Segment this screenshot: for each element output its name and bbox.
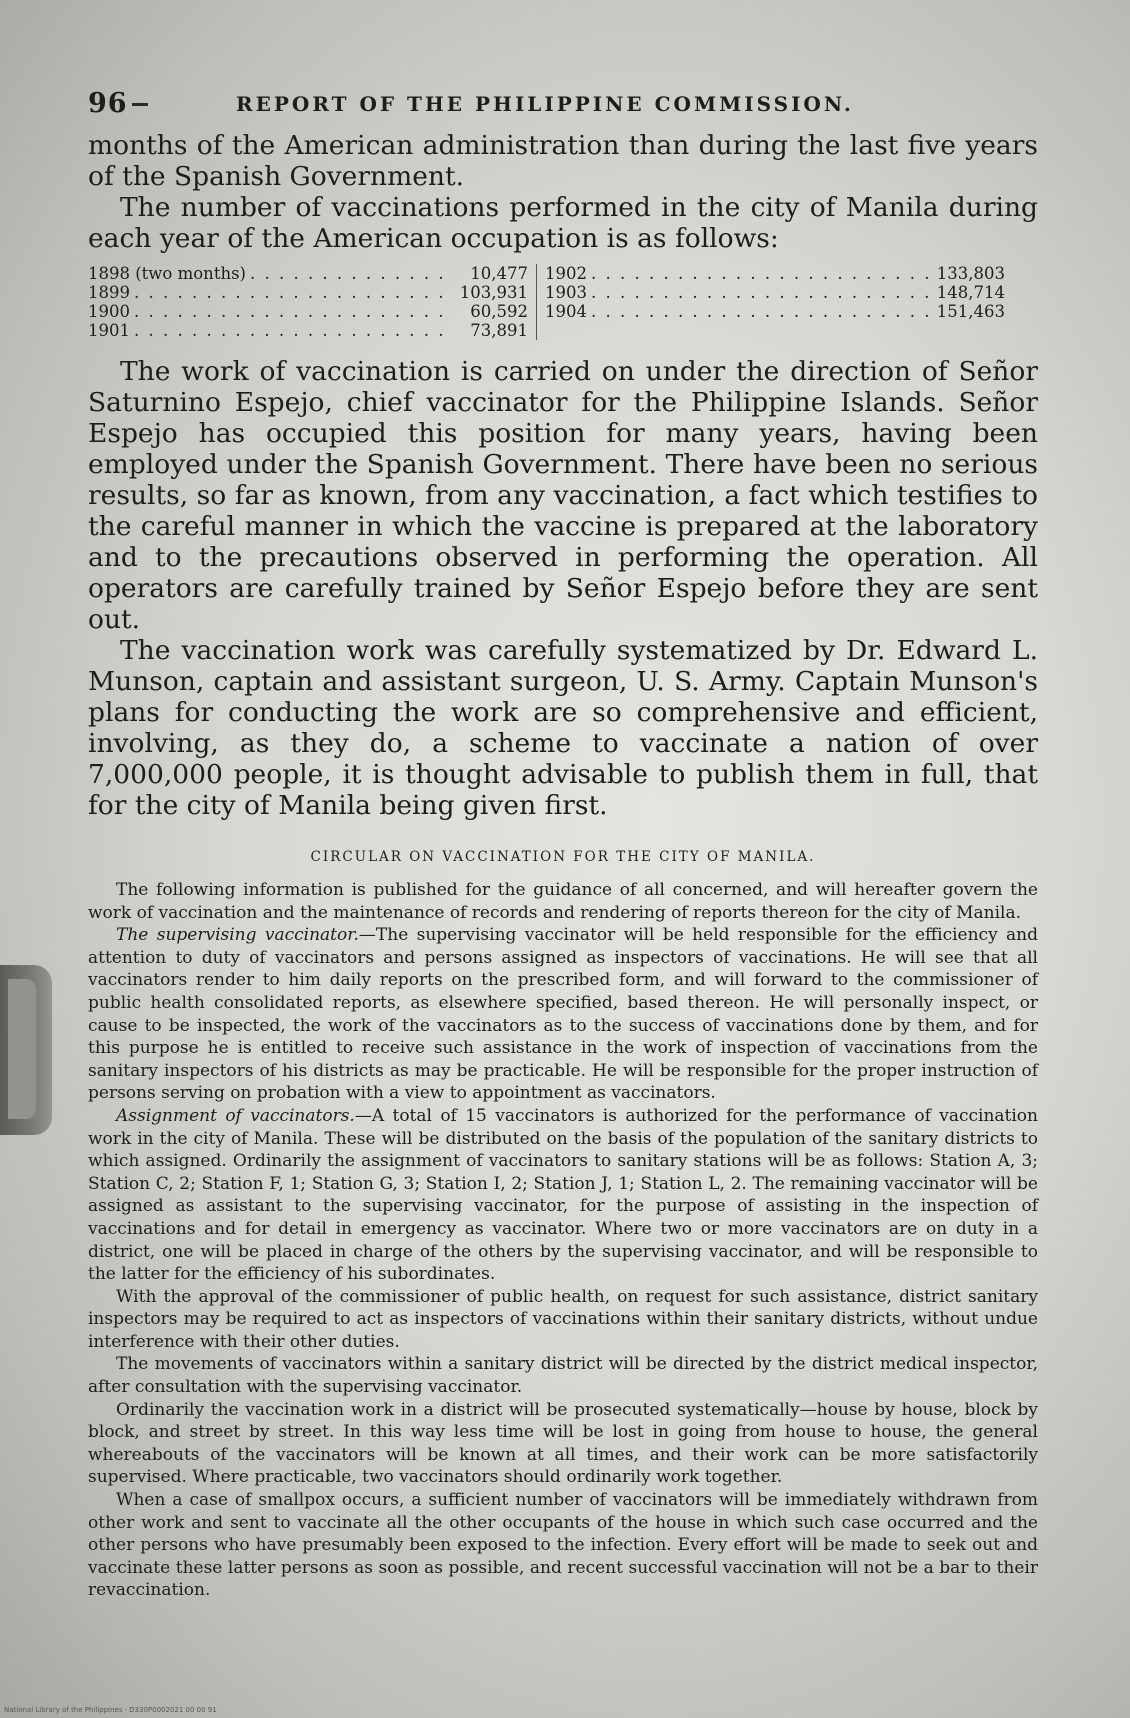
section-heading: The supervising vaccinator. [116,925,359,946]
section-text: —The supervising vaccinator will be held responsible for the efficiency and attention to duty of vaccinators and persons assigned as inspectors of vaccinations. He will see that all vaccinators render to him daily reports on the prescribed form, and will forward to the commissioner of public health consolidated reports, as elsewhere specified, based thereon. He will personally inspect, or cause to be inspected, the work of the vaccinators as to the success of vaccinations done by them, and for this purpose he is entitled to receive such assistance in the work of inspection of vaccinations from the sanitary inspectors of his districts as may be practicable. He will be responsible for the proper instruction of persons serving on probation with a view to appointment as vaccinators. [88,925,1039,1104]
table-row [88,264,528,283]
page-number: 96 [88,88,148,119]
table-year: 1901 [88,321,130,340]
vaccination-count-table [88,264,1038,340]
circular-systematic-work: Ordinarily the vaccination work in a district will be prosecuted systematically—house by house, block by block, and street by street. In this way less time will be lost in going from house to house, the general whereabouts of the vaccinators will be known at all times, and their work can be more satisfactorily supervised. Where practicable, two vaccinators should ordinarily work together. [88,1399,1038,1488]
paragraph-vaccination-count-intro: The number of vaccinations performed in the city of Manila during each year of the American occupation is as follows: [88,192,1038,254]
circular-approval: With the approval of the commissioner of public health, on request for such assistance, district sanitary inspectors may be required to act as inspectors of vaccinations within their sanitary districts, without undue interference with their other duties. [88,1286,1038,1352]
table-count: 133,803 [936,264,1005,283]
table-count: 148,714 [936,283,1005,302]
paragraph-munson: The vaccination work was carefully systematized by Dr. Edward L. Munson, captain and assistant surgeon, U. S. Army. Captain Munson's plans for conducting the work are so comprehensive and efficient, involving, as they do, a scheme to vaccinate a nation of over 7,000,000 people, it is thought advisable to publish them in full, that for the city of Manila being given first. [88,635,1038,821]
table-year: 1900 [88,302,130,321]
page-content [88,88,1038,1602]
table-year: 1898 (two months) [88,264,246,283]
table-column-right [537,264,1005,340]
table-count: 103,931 [459,283,528,302]
binder-clip-shadow [0,965,52,1135]
paragraph-espejo: The work of vaccination is carried on under the direction of Señor Saturnino Espejo, chief vaccinator for the Philippine Islands. Señor Espejo has occupied this position for many years, having been employed under the Spanish Government. There have been no serious results, so far as known, from any vaccination, a fact which testifies to the careful manner in which the vaccine is prepared at the laboratory and to the precautions observed in performing the operation. All operators are carefully trained by Señor Espejo before they are sent out. [88,356,1038,635]
table-row [545,283,1005,302]
section-text: —A total of 15 vaccinators is authorized for the performance of vaccination work in the city of Manila. These will be distributed on the basis of the population of the sanitary districts to which assigned. Ordinarily the assignment of vaccinators to sanitary stations will be as follows: Station A, 3; Station C, 2; Station F, 1; Station G, 3; Station I, 2; Station J, 1; Station L, 2. The remaining vaccinator will be assigned as assistant to the supervising vaccinator, for the purpose of assisting in the inspection of vaccinations and for detail in emergency as vaccinator. Where two or more vaccinators are on duty in a district, one will be placed in charge of the others by the supervising vaccinator, and will be responsible to the latter for the efficiency of his subordinates. [88,1105,1038,1285]
table-count: 151,463 [936,302,1005,321]
table-count: 60,592 [470,302,528,321]
circular-title: CIRCULAR ON VACCINATION FOR THE CITY OF MANILA. [310,849,816,865]
page-header [88,88,1038,130]
table-column-left [88,264,537,340]
table-row [88,321,528,340]
table-year: 1902 [545,264,587,283]
table-year: 1903 [545,283,587,302]
scan-footer: National Library of the Philippines · D330P0002021 00 00 91 [4,1706,217,1714]
table-row [545,302,1005,321]
circular-supervising-vaccinator [88,924,1038,1105]
circular-smallpox-case: When a case of smallpox occurs, a sufficient number of vaccinators will be immediately withdrawn from other work and sent to vaccinate all the other occupants of the house in which such case occurred and the other persons who have presumably been exposed to the infection. Every effort will be made to seek out and vaccinate these latter persons as soon as possible, and recent successful vaccination will not be a bar to their revaccination. [88,1490,1038,1601]
table-year: 1904 [545,302,587,321]
table-row [545,264,1005,283]
circular-movements: The movements of vaccinators within a sanitary district will be directed by the district medical inspector, after consultation with the supervising vaccinator. [88,1354,1038,1398]
running-title: REPORT OF THE PHILIPPINE COMMISSION. [236,92,854,116]
table-count: 10,477 [470,264,528,283]
paragraph-continuation: months of the American administration than during the last five years of the Spanish Government. [88,130,1038,192]
table-year: 1899 [88,283,130,302]
table-count: 73,891 [470,321,528,340]
circular-intro: The following information is published for the guidance of all concerned, and will hereafter govern the work of vaccination and the maintenance of records and rendering of reports thereon for the city of Manila. [88,880,1038,923]
table-row [88,302,528,321]
section-heading: Assignment of vaccinators. [116,1105,355,1126]
circular-assignment-of-vaccinators [88,1105,1038,1286]
table-row [88,283,528,302]
